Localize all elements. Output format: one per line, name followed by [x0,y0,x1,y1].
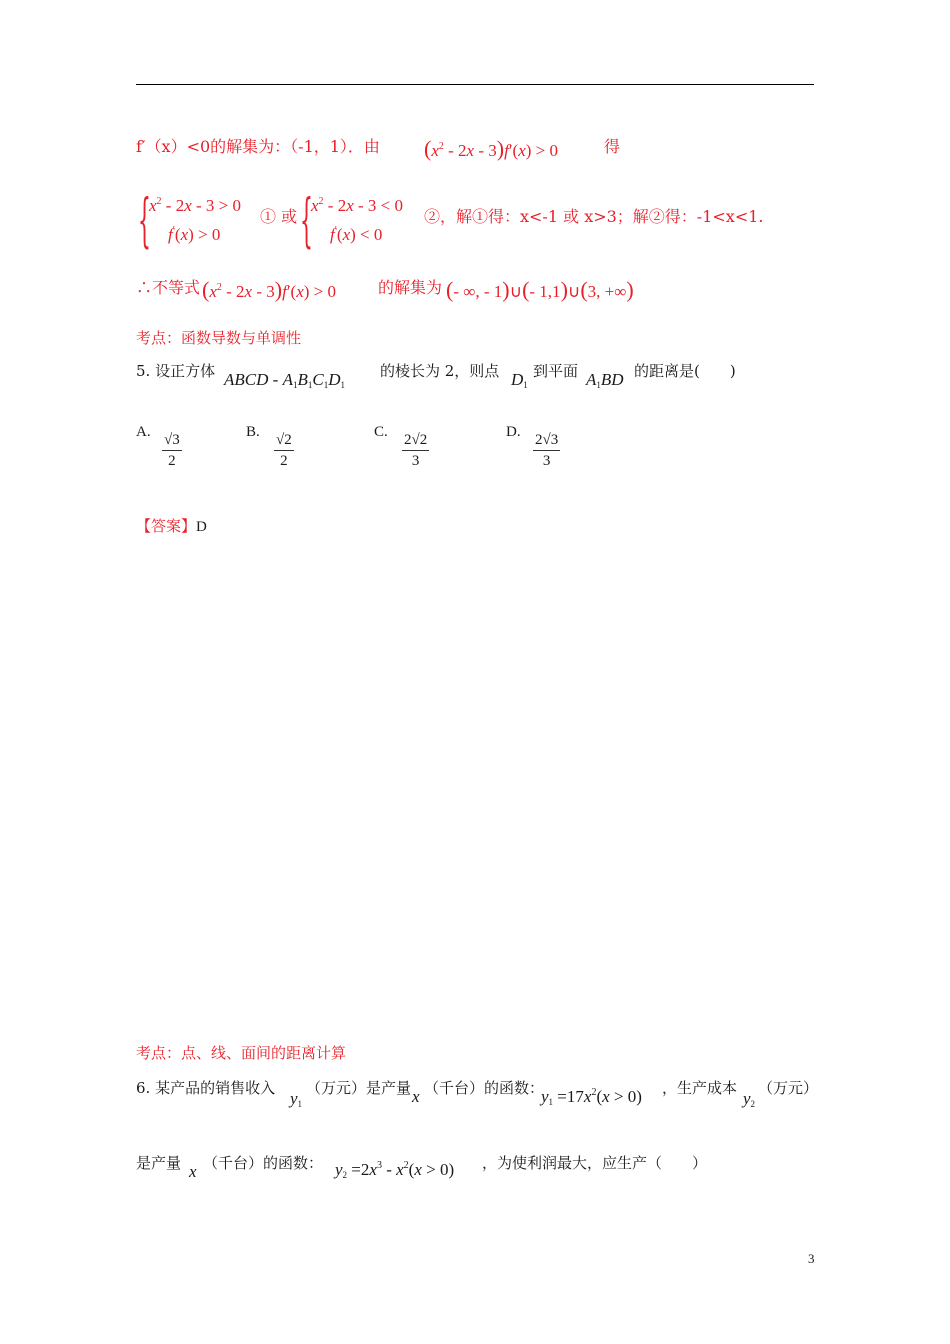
q5-option-b-label: B. [246,424,260,440]
q6-line1-b: （万元）是产量 [306,1079,412,1097]
q5-mid-1: 的棱长为 2，则点 [380,362,500,380]
conclusion-middle: 的解集为 [378,278,443,297]
q6-line2-c: ，为使利润最大，应生产（ ） [482,1154,708,1172]
q5-option-d-label: D. [506,424,521,440]
header-rule [136,84,814,85]
page-number: 3 [808,1251,815,1266]
q5-option-d-value [533,432,560,470]
q5-plane: $A_1BD$ [586,370,624,390]
q5-point: $D_1$ [511,370,528,390]
solution-line-1-tail: 得 [604,137,621,156]
q5-option-a-label: A. [136,424,151,440]
system-1-row-1: $x^2 - 2x - 3 > 0$ [149,196,242,215]
q5-option-a-numerator: √3 [162,432,182,451]
system-1-row-2: f′(x) > 0 [168,225,221,244]
answer-5-tag: 【答案】 [136,517,197,535]
q5-option-c-label: C. [374,424,388,440]
conclusion-prefix: ∴不等式 [136,278,201,297]
kaodian-1: 考点：函数导数与单调性 [136,329,302,347]
answer-5 [136,515,207,536]
kaodian-2: 考点：点、线、面间的距离计算 [136,1044,347,1062]
q6-y2: $y_2$ [743,1089,756,1109]
q6-line2-a: 是产量 [136,1154,182,1172]
q6-formula-1: $y_1 =17x^2(x > 0)$ [541,1087,642,1107]
q5-prefix: 5. 设正方体 [136,362,216,380]
q5-option-c-value [402,432,429,470]
q5-tail: 的距离是( ) [634,362,736,380]
q5-option-b-denominator: 2 [280,453,288,469]
q6-line1-a: 6. 某产品的销售收入 [136,1079,276,1097]
solution-line-1-formula: $(x^2 - 2x - 3)f'(x) > 0$ [424,136,559,161]
q5-option-a-value [162,432,182,470]
solve-text: ②，解①得：x<-1 或 x>3；解②得：-1<x<1. [424,207,764,226]
q6-line1-d: ，生产成本 [662,1079,738,1097]
system-connector: ① 或 [260,207,298,226]
solution-line-1-text: f′（x）<0的解集为：（-1，1）．由 [136,137,380,156]
q5-option-c-numerator: 2√2 [402,432,429,451]
system-2-brace: { [300,186,313,254]
q6-formula-2: $y_2 =2x^3 - x^2(x > 0)$ [335,1160,455,1180]
q6-x1: x [412,1087,420,1106]
q6-line1-c: （千台）的函数： [424,1079,545,1097]
q6-y1: $y_1$ [290,1089,303,1109]
answer-5-value: D [196,519,207,535]
q6-line1-e: （万元） [758,1079,819,1097]
q5-option-d-denominator: 3 [542,453,551,469]
q5-option-a-denominator: 2 [168,453,176,469]
q6-x2: x [189,1162,197,1181]
q5-option-b-numerator: √2 [274,432,294,451]
conclusion-formula: $(x^2 - 2x - 3)f'(x) > 0$ [202,277,337,302]
solution-line-1 [136,134,380,157]
q5-option-d-numerator: 2√3 [533,432,560,451]
q5-mid-2: 到平面 [533,362,579,380]
system-1-brace: { [138,186,151,254]
conclusion-answer: (- ∞, - 1)∪(- 1,1)∪(3, +∞) [446,277,634,302]
q5-option-b-value [274,432,294,470]
q5-cube: ABCD - $A_1B_1C_1D_1$ [224,370,345,390]
q6-line2-b: （千台）的函数： [203,1154,324,1172]
system-2-row-1: $x^2 - 2x - 3 < 0$ [311,196,404,215]
system-2-row-2: f′(x) < 0 [330,225,383,244]
q5-option-c-denominator: 3 [411,453,420,469]
